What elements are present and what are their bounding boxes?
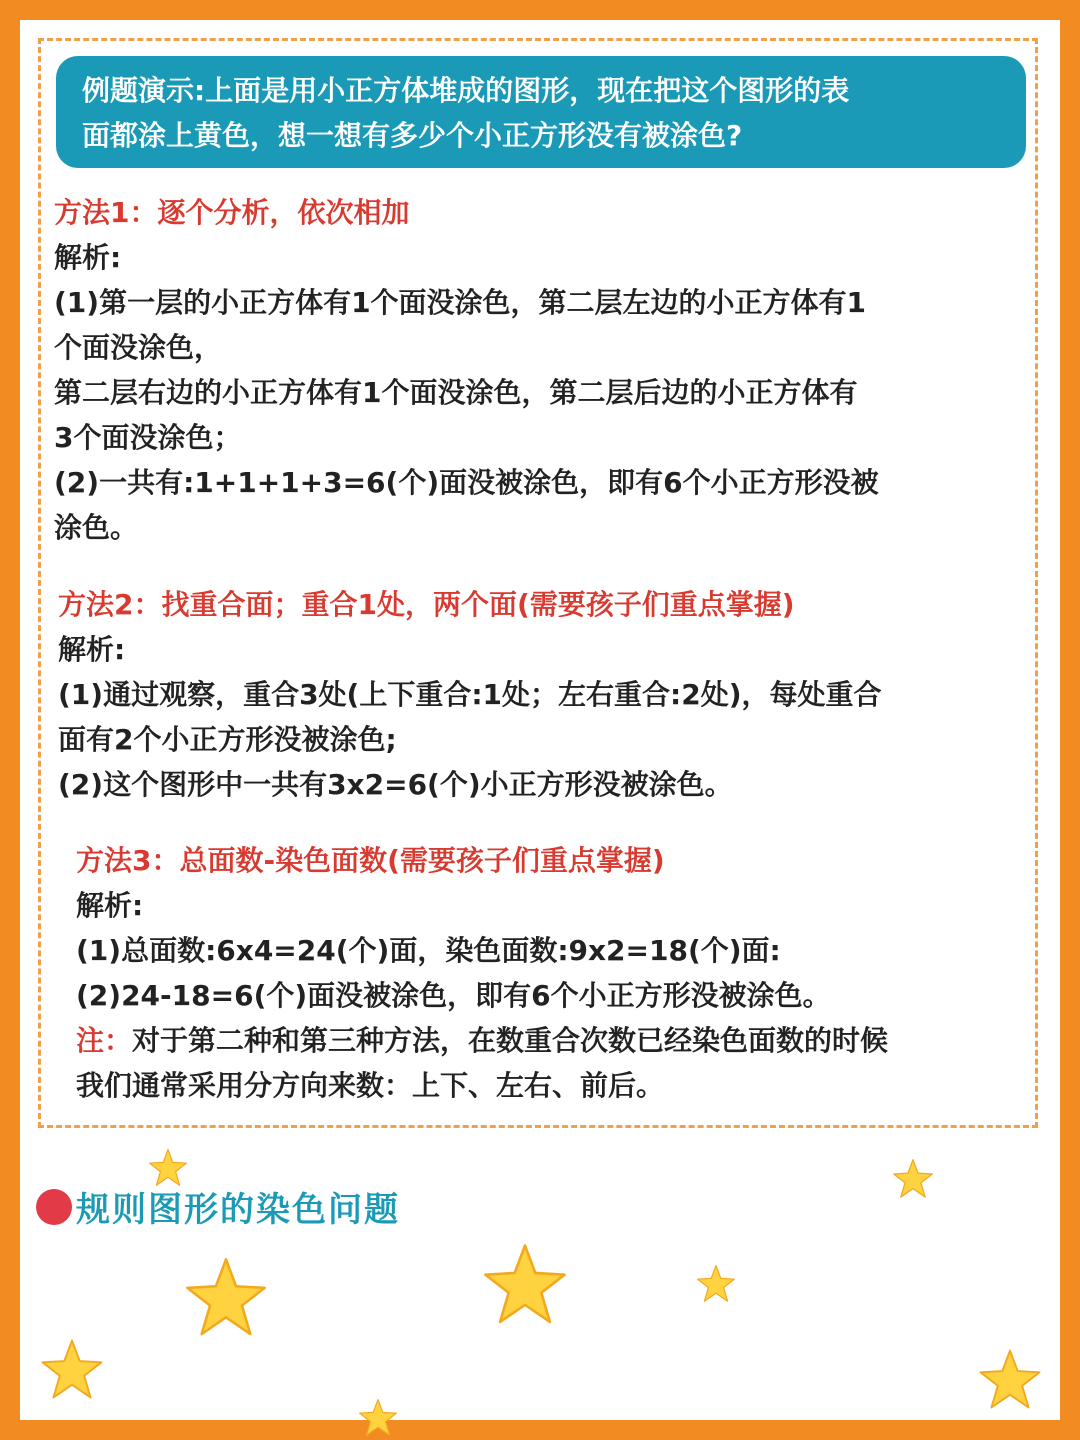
star-icon — [978, 1348, 1042, 1412]
banner-line-1: 例题演示:上面是用小正方体堆成的图形，现在把这个图形的表 — [82, 74, 850, 107]
method-1-section — [54, 190, 879, 550]
method-1-heading: 方法1：逐个分析，依次相加 — [54, 196, 410, 229]
star-icon — [696, 1264, 736, 1304]
method-3-analysis-label: 解析: — [76, 889, 144, 922]
red-dot-icon — [36, 1189, 72, 1225]
example-banner — [56, 56, 1026, 168]
star-icon — [148, 1148, 188, 1188]
method-1-line: (1)第一层的小正方体有1个面没涂色，第二层左边的小正方体有1 — [54, 286, 867, 319]
banner-line-2: 面都涂上黄色，想一想有多少个小正方形没有被涂色? — [82, 119, 743, 152]
star-icon — [482, 1242, 568, 1328]
method-2-line: (1)通过观察，重合3处(上下重合:1处；左右重合:2处)，每处重合 — [58, 678, 882, 711]
method-1-line: 第二层右边的小正方体有1个面没涂色，第二层后边的小正方体有 — [54, 376, 858, 409]
topic-title: 规则图形的染色问题 — [76, 1190, 400, 1230]
method-1-line: 个面没涂色， — [54, 331, 223, 364]
note-text-line-2: 我们通常采用分方向来数：上下、左右、前后。 — [76, 1069, 665, 1102]
method-3-line: (1)总面数:6x4=24(个)面，染色面数:9x2=18(个)面: — [76, 934, 781, 967]
star-icon — [184, 1256, 268, 1340]
method-1-line: 3个面没涂色； — [54, 421, 242, 454]
method-2-analysis-label: 解析: — [58, 633, 126, 666]
method-3-heading: 方法3：总面数-染色面数(需要孩子们重点掌握) — [76, 844, 665, 877]
star-icon — [358, 1398, 398, 1438]
method-1-line: 涂色。 — [54, 511, 139, 544]
note-label: 注： — [76, 1024, 133, 1057]
topic-heading — [36, 1182, 400, 1231]
method-2-line: 面有2个小正方形没被涂色; — [58, 723, 397, 756]
method-3-note — [76, 1018, 888, 1063]
method-1-line: (2)一共有:1+1+1+3=6(个)面没被涂色，即有6个小正方形没被 — [54, 466, 879, 499]
method-2-heading: 方法2：找重合面；重合1处，两个面(需要孩子们重点掌握) — [58, 588, 795, 621]
method-2-section — [58, 582, 882, 807]
star-icon — [40, 1338, 104, 1402]
method-1-analysis-label: 解析: — [54, 241, 122, 274]
method-3-line: (2)24-18=6(个)面没被涂色，即有6个小正方形没被涂色。 — [76, 979, 831, 1012]
page-card — [20, 20, 1060, 1420]
method-3-section — [76, 838, 888, 1108]
note-text-line-1: 对于第二种和第三种方法，在数重合次数已经染色面数的时候 — [132, 1024, 889, 1057]
star-icon — [892, 1158, 934, 1200]
method-2-line: (2)这个图形中一共有3x2=6(个)小正方形没被涂色。 — [58, 768, 733, 801]
